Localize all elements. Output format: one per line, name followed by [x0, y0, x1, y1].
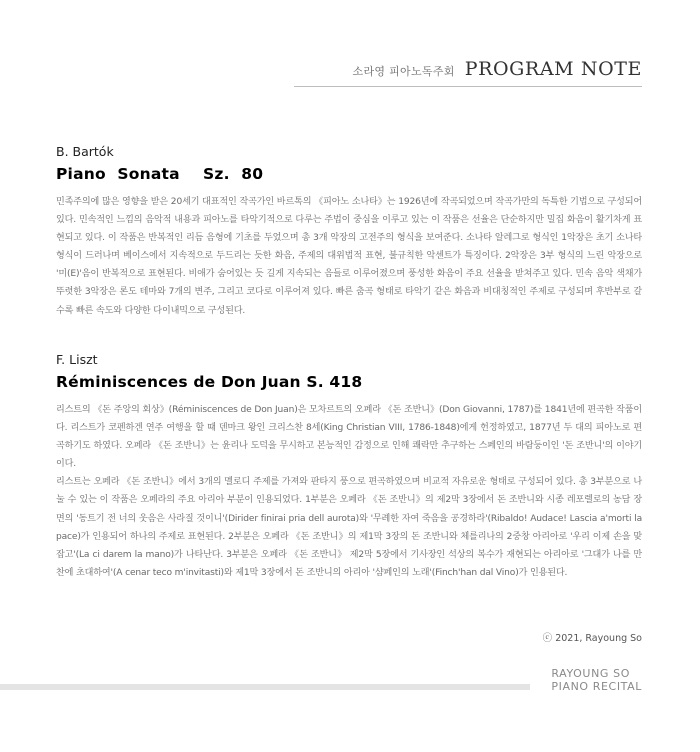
composer-name: B. Bartók [56, 144, 114, 159]
work-title: Réminiscences de Don Juan S. 418 [56, 373, 363, 391]
composer-name: F. Liszt [56, 352, 98, 367]
program-note-paragraph: 민족주의에 많은 영향을 받은 20세기 대표적인 작곡가인 바르톡의 《피아노 소나타》는 1926년에 작곡되었으며 작곡가만의 독특한 기법으로 구성되어 있다. 민속적인 느낌의 음악적 내용과 피아노를 타악기적으로 다루는 주법이 중심을 이루고 있는 이 작품은 선율은 단순하지만 밀집 화음이 활기차게 표현되고 있다. 이 작품은 반복적인 리듬 음형에 기초를 두었으며 총 3개 악장의 고전주의 형식을 보여준다. 소나타 알레그로 형식인 1악장은 초기 소나타 형식이 드러나며 베이스에서 지속적으로 두드리는 듯한 화음, 주제의 대위법적 표현, 불규칙한 악센트가 특징이다. 2악장은 3부 형식의 느린 악장으로 '미(E)'음이 반복적으로 표현된다. 비애가 숨어있는 듯 길게 지속되는 음들로 이루어졌으며 풍성한 화음이 주요 선율을 받쳐주고 있다. 민속 음악 색채가 뚜렷한 3악장은 론도 테마와 7개의 변주, 그리고 코다로 이루어져 있다. 빠른 춤곡 형태로 타악기 같은 화음과 비대칭적인 주제로 구성되며 후반부로 갈수록 빠른 속도와 다양한 다이내믹으로 구성된다. [56, 197, 642, 316]
header-divider [294, 86, 642, 87]
page-title: PROGRAM NOTE [464, 58, 642, 80]
work-title: Piano Sonata Sz. 80 [56, 165, 264, 183]
piece-bartok [56, 144, 642, 320]
performer-name: 소라영 피아노독주회 [352, 65, 455, 78]
footer-event: PIANO RECITAL [551, 680, 642, 693]
footer-performer: RAYOUNG SO [551, 667, 630, 680]
program-note-paragraph: 리스트의 《돈 주앙의 회상》(Réminiscences de Don Juan)은 모차르트의 오페라 《돈 조반니》(Don Giovanni, 1787)를 1841년에 편곡한 작품이다. 리스트가 코펜하겐 연주 여행을 할 때 덴마크 왕인 크리스찬 8세(King Christian VIII, 1786-1848)에게 헌정하였고, 1877년 두 대의 피아노로 편곡하기도 하였다. 오페라 《돈 조반니》는 윤리나 도덕을 무시하고 본능적인 감정으로 인해 쾌락만 추구하는 스페인의 바람둥이인 '돈 조반니'의 이야기이다. [56, 405, 642, 470]
footer-brand [551, 667, 642, 693]
page-header [353, 58, 642, 80]
program-note-paragraph: 리스트는 오페라 《돈 조반니》에서 3개의 멜로디 주제를 가져와 판타지 풍으로 편곡하였으며 비교적 자유로운 형태로 구성되어 있다. 총 3부분으로 나눌 수 있는 이 작품은 오페라의 주요 아리아 부분이 인용되었다. 1부분은 오페라 《돈 조반니》의 제2막 3장에서 돈 조반니와 시종 레포렐로의 농담 장면의 '동트기 전 너의 웃음은 사라질 것이니'(Dirider finirai pria dell aurota)와 '무례한 자여 죽음을 공경하라'(Ribaldo! Audace! Lascia a'morti la pace)가 인용되어 하나의 주제로 표현된다. 2부분은 오페라 《돈 조반니》의 제1막 3장의 돈 조반니와 체를리나의 2중창 아리아로 '우리 이제 손을 맞잡고'(La ci darem la mano)가 나타난다. 3부분은 오페라 《돈 조반니》 제2막 5장에서 기사장인 석상의 복수가 재현되는 아리아로 '그대가 나를 만찬에 초대하여'(A cenar teco m'invitasti)와 제1막 3장에서 돈 조반니의 아리아 '샴페인의 노래'(Finch'han dal Vino)가 인용된다. [56, 477, 642, 578]
piece-liszt [56, 352, 642, 582]
footer-bar [0, 684, 530, 690]
copyright-notice: ⓒ 2021, Rayoung So [542, 633, 642, 644]
